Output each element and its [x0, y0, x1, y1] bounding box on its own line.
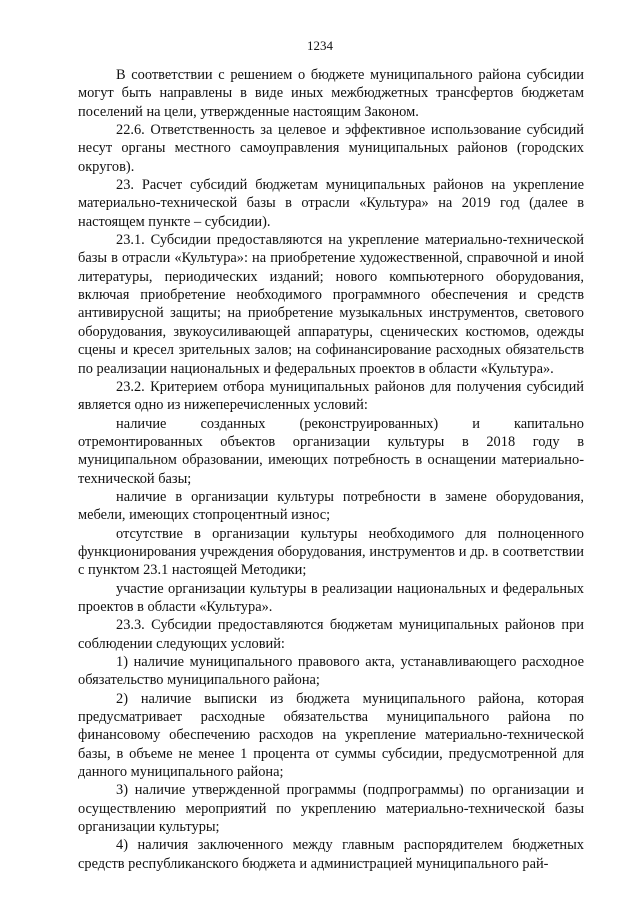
paragraph: 23.1. Субсидии предоставляются на укрепление материально-технической базы в отрасли «Культура»: на приобретение художественной, справочной и иной литературы, периодических изданий; нового компьютерного оборудования, включая приобретение необходимого программного обеспечения и средств антивирусной защиты; на приобретение музыкальных инструментов, светового оборудования, звукоусиливающей аппаратуры, сценических костюмов, одежды сцены и кресел зрительных залов; на софинансирование расходных обязательств по реализации национальных и федеральных проектов в области «Культура». [78, 232, 584, 377]
paragraph: участие организации культуры в реализации национальных и федеральных проектов в области «Культура». [78, 580, 584, 615]
paragraph: 3) наличие утвержденной программы (подпрограммы) по организации и осуществлению мероприятий по укреплению материально-технической базы организации культуры; [78, 782, 584, 836]
paragraph: 23.2. Критерием отбора муниципальных районов для получения субсидий является одно из нижеперечисленных условий: [78, 378, 584, 414]
paragraph: 23.3. Субсидии предоставляются бюджетам муниципальных районов при соблюдении следующих условий: [78, 617, 584, 652]
paragraph: 22.6. Ответственность за целевое и эффективное использование субсидий несут органы местного самоуправления муниципальных районов (городских округов). [78, 122, 584, 175]
paragraph: 2) наличие выписки из бюджета муниципального района, которая предусматривает расходные обязательства муниципального района по финансовому обеспечению расходов на укрепление материально-технической базы, в объеме не менее 1 процента от суммы субсидии, предусмотренной для данного муниципального района; [78, 690, 584, 781]
paragraph: наличие созданных (реконструированных) и капитально отремонтированных объектов организации культуры в 2018 году в муниципальном образовании, имеющих потребность в оснащении материально-технической базы; [78, 415, 584, 487]
paragraph: 23. Расчет субсидий бюджетам муниципальных районов на укрепление материально-технической базы в отрасли «Культура» на 2019 год (далее в настоящем пункте – субсидии). [78, 177, 584, 230]
paragraph: 1) наличие муниципального правового акта, устанавливающего расходное обязательство муниципального района; [78, 654, 584, 689]
paragraph: 4) наличия заключенного между главным распорядителем бюджетных средств республиканского бюджета и администрацией муниципального рай- [78, 837, 584, 872]
page-number: 1234 [307, 38, 333, 53]
paragraph: В соответствии с решением о бюджете муниципального района субсидии могут быть направлены в виде иных межбюджетных трансфертов бюджетам поселений на цели, утвержденные настоящим Законом. [78, 67, 584, 120]
paragraph: отсутствие в организации культуры необходимого для полноценного функционирования учреждения оборудования, инструментов и др. в соответствии с пунктом 23.1 настоящей Методики; [78, 525, 584, 579]
paragraph: наличие в организации культуры потребности в замене оборудования, мебели, имеющих стопроцентный износ; [78, 488, 584, 524]
document-body [78, 66, 584, 873]
